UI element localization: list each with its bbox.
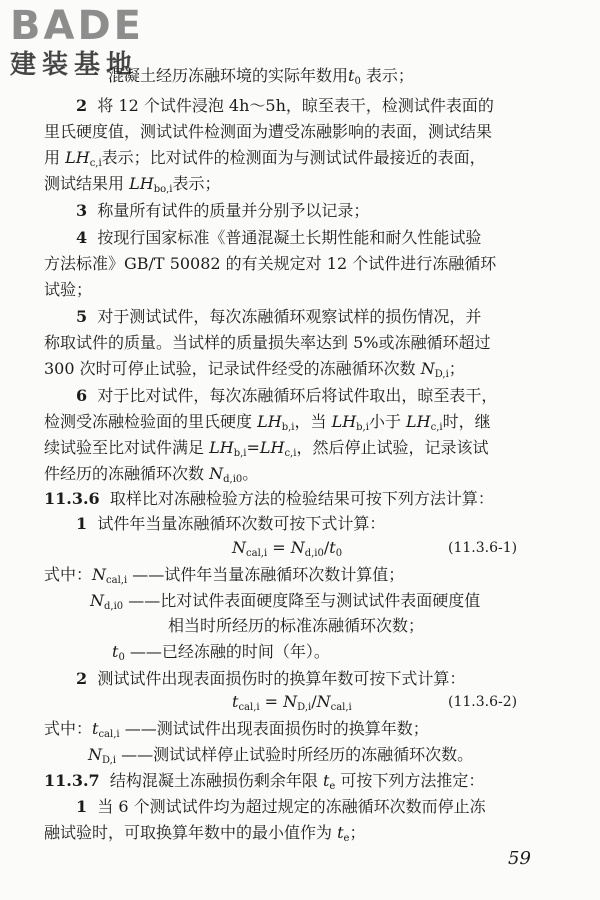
- item-2-line-4: 测试结果用 $LH_{bo,i}$表示；: [44, 174, 221, 195]
- item-6-line-2: 检测受冻融检验面的里氏硬度 $LH_{b,i}$，当 $LH_{b,i}$小于 $LH_{c,i}$时，继: [44, 412, 491, 433]
- sub-item-1-line-1: 1 当 6 个测试试件均为超过规定的冻融循环次数而停止冻: [76, 797, 486, 816]
- where-2: $N_{d,i0}$ ——比对试件表面硬度降至与测试试件表面硬度值: [90, 591, 481, 612]
- item-2-line-3: 用 $LH_{c,i}$表示；比对试件的检测面为与测试试件最接近的表面，: [44, 148, 486, 169]
- where-5: $N_{D,i}$ ——测试试样停止试验时所经历的冻融循环次数。: [88, 745, 474, 766]
- item-4-line-2: 方法标准》GB/T 50082 的有关规定对 12 个试件进行冻融循环: [44, 254, 497, 273]
- sub-item-1-line-2: 融试验时，可取换算年数中的最小值作为 $t_e$；: [44, 823, 366, 844]
- equation-2-number: (11.3.6-2): [448, 694, 518, 710]
- line-1: 混凝土经历冻融环境的实际年数用$t_0$ 表示；: [108, 66, 414, 87]
- section-11-3-6: 11.3.6 取样比对冻融检验方法的检验结果可按下列方法计算：: [44, 489, 494, 508]
- item-5-line-1: 5 对于测试试件，每次冻融循环观察试样的损伤情况，并: [76, 307, 482, 326]
- section-11-3-7: 11.3.7 结构混凝土冻融损伤剩余年限 $t_e$ 可按下列方法推定：: [44, 771, 485, 792]
- page-number: 59: [508, 848, 531, 869]
- item-6-line-4: 件经历的冻融循环次数 $N_{d,i0}$。: [44, 464, 259, 485]
- where-3: $t_0$ ——已经冻融的时间（年）。: [112, 642, 330, 663]
- watermark-brand: BADE: [10, 3, 144, 49]
- where-2-cont: 相当时所经历的标准冻融循环次数；: [168, 616, 425, 635]
- item-2-line-1: 2 将 12 个试件浸泡 4h～5h，晾至表干，检测试件表面的: [76, 96, 494, 115]
- where-1: 式中：$N_{cal,i}$ ——试件年当量冻融循环次数计算值；: [44, 565, 405, 586]
- item-5-line-3: 300 次时可停止试验，记录试件经受的冻融循环次数 $N_{D,i}$；: [44, 359, 465, 380]
- item-6-line-1: 6 对于比对试件，每次冻融循环后将试件取出，晾至表干，: [76, 386, 498, 405]
- item-6-line-3: 续试验至比对试件满足 $LH_{b,i}=LH_{c,i}$，然后停止试验，记录该试: [44, 438, 489, 459]
- equation-1-number: (11.3.6-1): [448, 540, 518, 556]
- item-5-line-2: 称取试件的质量。当试样的质量损失率达到 5%或冻融循环超过: [44, 333, 491, 352]
- watermark-cn: 建装基地: [10, 50, 139, 80]
- item-3: 3 称量所有试件的质量并分别予以记录；: [76, 201, 370, 220]
- equation-2: $t_{cal,i} = N_{D,i}/N_{cal,i}$: [232, 692, 352, 713]
- where-4: 式中：$t_{cal,i}$ ——测试试件出现表面损伤时的换算年数；: [44, 719, 429, 740]
- step-2: 2 测试试件出现表面损伤时的换算年数可按下式计算：: [76, 669, 466, 688]
- item-4-line-3: 试验；: [44, 280, 93, 299]
- step-1: 1 试件年当量冻融循环次数可按下式计算：: [76, 514, 386, 533]
- equation-1: $N_{cal,i} = N_{d,i0}/t_0$: [232, 538, 343, 559]
- item-2-line-2: 里氏硬度值，测试试件检测面为遭受冻融影响的表面，测试结果: [44, 122, 493, 141]
- item-4-line-1: 4 按现行国家标准《普通混凝土长期性能和耐久性能试验: [76, 228, 482, 247]
